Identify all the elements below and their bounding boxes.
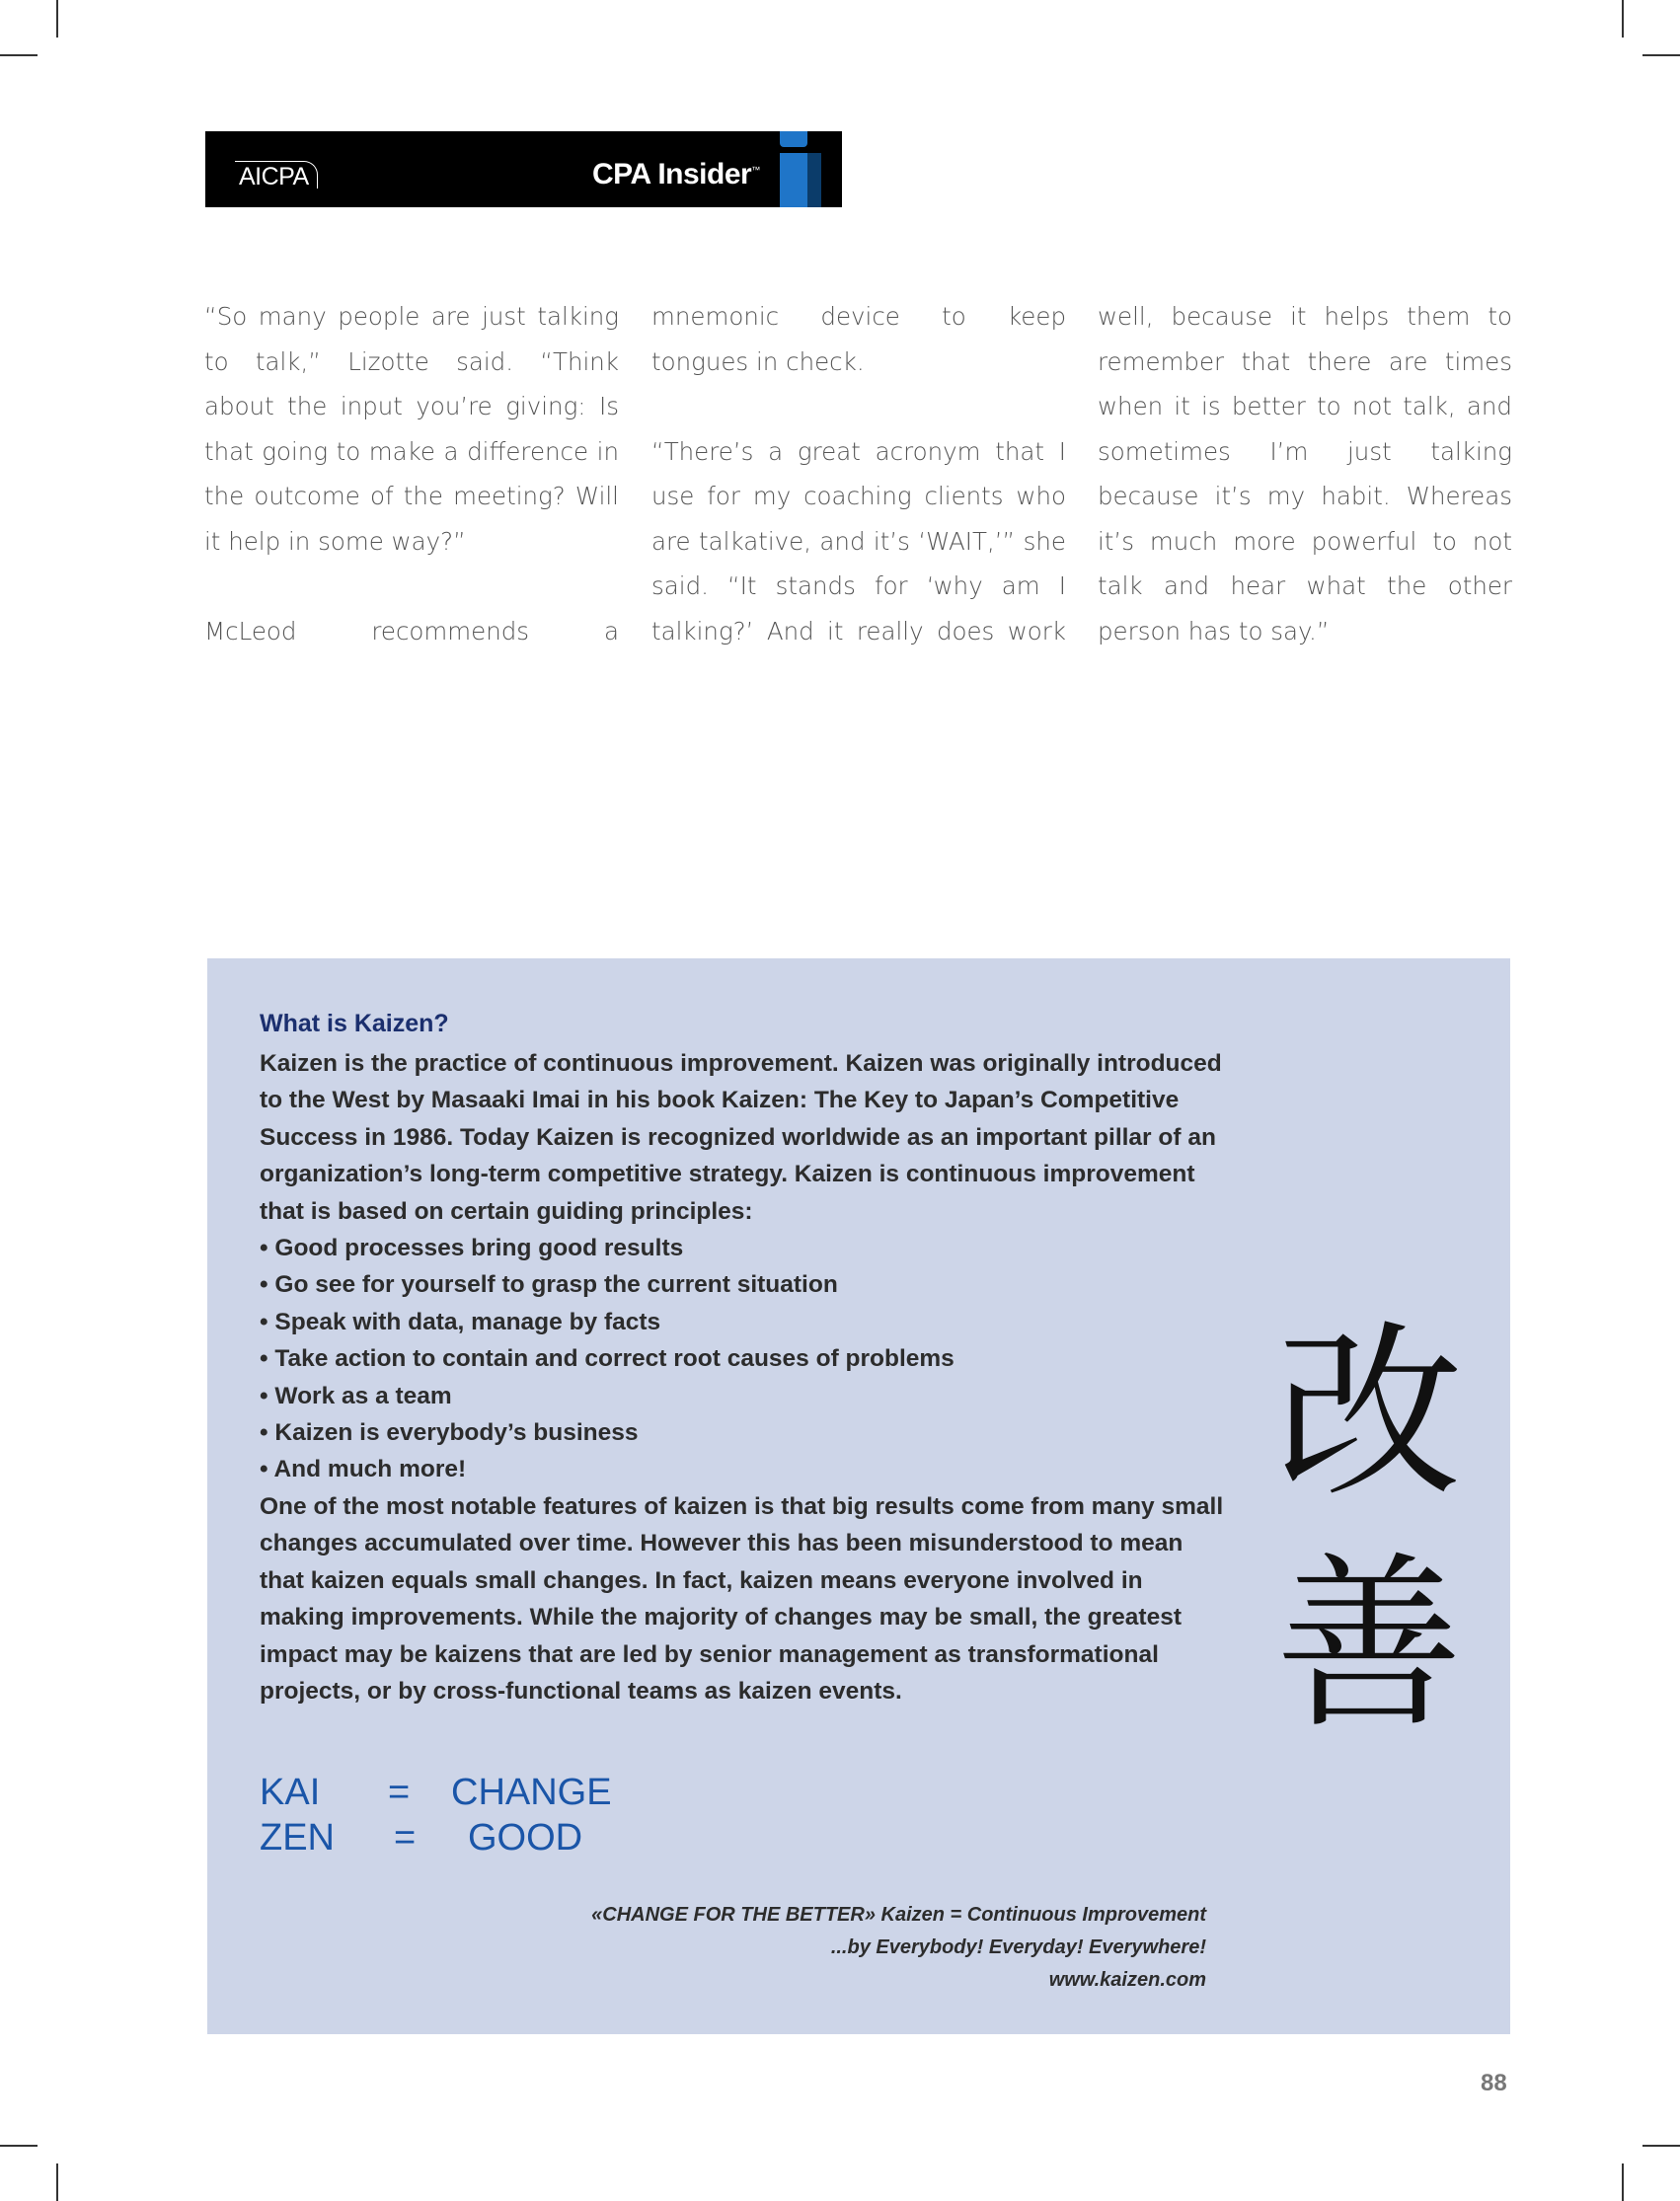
info-i-logo-dot: [780, 131, 807, 147]
equation-sign: =: [394, 1817, 417, 1859]
aicpa-logo: AICPA: [235, 161, 318, 189]
list-item: • Take action to contain and correct root causes of problems: [260, 1340, 1227, 1377]
kaizen-intro: Kaizen is the practice of continuous improvement. Kaizen was originally introduced to the West by Masaaki Imai in his book Kaizen: The Key to Japan’s Competitive Success in 1986. Today Kaizen is recognized worldwide as an important pillar of an organization’s long-term competitive strategy. Kaizen is continuous improvement that is based on certain guiding principles:: [260, 1050, 1222, 1225]
banner-title: CPA Insider™: [592, 158, 760, 190]
footer-line: ...by Everybody! Everyday! Everywhere!: [830, 1936, 1206, 1958]
kaizen-footer: [591, 1899, 1206, 1997]
crop-mark: [56, 2163, 58, 2201]
article-column-2: [651, 294, 1066, 653]
footer-line: «CHANGE FOR THE BETTER» Kaizen = Continuous Improvement: [591, 1904, 1206, 1926]
kanji-zen: 善: [1274, 1536, 1463, 1754]
cpa-insider-banner: [205, 131, 842, 207]
crop-mark: [1622, 2163, 1624, 2201]
list-item: • Go see for yourself to grasp the current situation: [260, 1266, 1227, 1303]
crop-mark: [1642, 54, 1680, 56]
equation-term: ZEN: [260, 1817, 335, 1859]
word: recommends: [371, 616, 530, 645]
kaizen-box-body: [260, 1045, 1227, 1709]
crop-mark: [1622, 0, 1624, 38]
kaizen-info-box: [207, 958, 1510, 2034]
footer-link: www.kaizen.com: [1048, 1969, 1206, 1991]
paragraph-justified-line: [204, 609, 619, 654]
word: a: [603, 616, 619, 645]
principles-list: [260, 1230, 1227, 1488]
equation-term: KAI: [260, 1772, 321, 1813]
info-i-logo-shadow: [807, 153, 821, 207]
article-column-3: [1098, 294, 1512, 653]
trademark: ™: [751, 165, 760, 175]
list-item: • Speak with data, manage by facts: [260, 1304, 1227, 1340]
kaizen-closing: One of the most notable features of kaizen is that big results come from many small changes accumulated over time. However this has been misunderstood to mean that kaizen equals small changes. In fact, kaizen means everyone involved in making improvements. While the majority of changes may be small, the greatest impact may be kaizens that are led by senior management as transformational projects, or by cross-functional teams as kaizen events.: [260, 1492, 1224, 1705]
paragraph: mnemonic device to keep tongues in check.: [651, 302, 1066, 376]
crop-mark: [0, 2145, 38, 2147]
equation-meaning: GOOD: [468, 1817, 583, 1859]
list-item: • Work as a team: [260, 1378, 1227, 1414]
info-i-logo-stem: [780, 153, 807, 207]
paragraph: “So many people are just talking to talk,” Lizotte said. “Think about the input you’re giving: Is that going to make a difference in the outcome of the meeting? Will it help in some way?”: [204, 302, 619, 556]
crop-mark: [1642, 2145, 1680, 2147]
paragraph: well, because it helps them to remember that there are times when it is better to not talk, and sometimes I’m just talking because it’s my habit. Whereas it’s much more powerful to not talk and hear what the other person has to say.”: [1098, 302, 1512, 645]
list-item: • Good processes bring good results: [260, 1230, 1227, 1266]
word: McLeod: [204, 616, 297, 645]
list-item: • Kaizen is everybody’s business: [260, 1414, 1227, 1451]
kanji-kai: 改: [1274, 1305, 1463, 1523]
equation-sign: =: [388, 1772, 411, 1813]
crop-mark: [56, 0, 58, 38]
page-number: 88: [1481, 2070, 1507, 2096]
equation-meaning: CHANGE: [451, 1772, 612, 1813]
list-item: • And much more!: [260, 1451, 1227, 1487]
paragraph: “There’s a great acronym that I use for my coaching clients who are talkative, and it’s ‘WAIT,’” she said. “It stands for ‘why am I talking?’ And it really does work: [651, 436, 1066, 645]
crop-mark: [0, 54, 38, 56]
article-column-1: [204, 294, 619, 653]
kaizen-box-title: What is Kaizen?: [260, 1010, 449, 1037]
